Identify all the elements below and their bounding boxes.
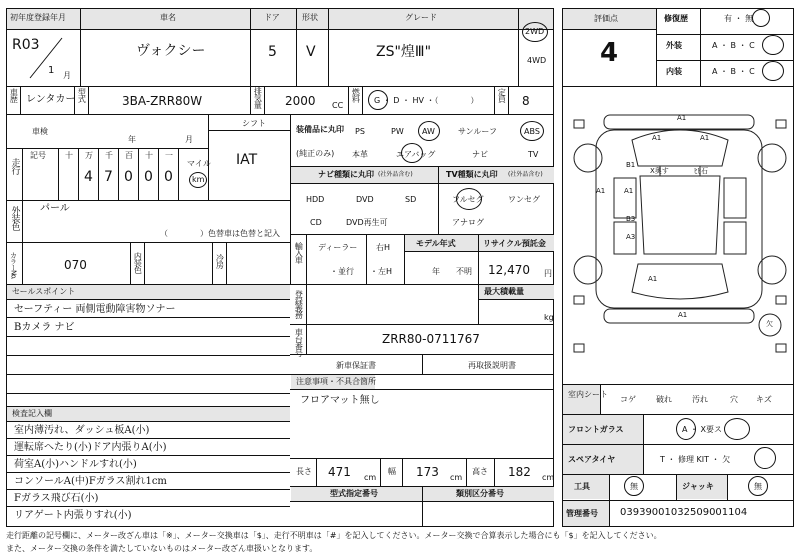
check-line-3: 荷室A(小)ハンドルすれ(小) — [14, 459, 137, 470]
km-label: km — [192, 175, 205, 184]
model-year-unit: 年 — [432, 267, 440, 276]
model-year-label: モデル年式 — [416, 239, 456, 248]
tools-label: 工具 — [574, 482, 590, 491]
footer-line-1: 走行距離の記号欄に、メーター改ざん車は「※」、メーター交換車は「$」、走行不明車は「#」を記入してください。メーター交換で合算表示した場合にも「$」を記入してください。 — [6, 531, 662, 540]
colorno-label: カラーNo. — [9, 252, 18, 279]
capacity-label: 定員 — [497, 88, 507, 102]
displacement-label: 排気量 — [253, 87, 263, 108]
unit-ichi: 一 — [165, 151, 173, 160]
equipment-sub: (純正のみ) — [296, 149, 335, 158]
check-line-4: コンソールA(中)Fガラス割れ1cm — [14, 476, 167, 487]
seat-dirt: 汚れ — [692, 395, 708, 404]
tv-title: TV種類に丸印 — [446, 170, 498, 179]
tv-fullseg: フルセグ — [452, 195, 484, 204]
door-label: ドア — [264, 13, 280, 22]
kg-unit: kg — [544, 313, 554, 322]
check-line-1: 室内薄汚れ、ダッシュ板A(小) — [14, 425, 150, 436]
warranty-label: 新車保証書 — [336, 361, 376, 370]
length-label: 長さ — [296, 467, 312, 476]
mark-6: A1 — [596, 187, 606, 195]
digit-4: 0 — [124, 169, 133, 185]
unit-10man: 十 — [65, 151, 73, 160]
color-note: （ ）色替車は色替と記入 — [160, 229, 280, 238]
length-value: 471 — [328, 465, 351, 479]
jack-label: ジャッキ — [682, 482, 714, 491]
mark-11: A1 — [648, 275, 658, 283]
import-label: 輸入車 — [294, 242, 304, 263]
month-value: 1 — [48, 65, 55, 76]
height-label: 高さ — [472, 467, 488, 476]
ac-label: 冷房 — [215, 254, 225, 268]
model-year-unknown: 不明 — [456, 267, 472, 276]
usage-value: レンタカー — [26, 94, 76, 105]
color-value: パール — [40, 203, 70, 214]
year-label: 初年度登録年月 — [10, 13, 66, 22]
unit-juu: 十 — [145, 151, 153, 160]
navi-sub: (社外品含む) — [378, 171, 413, 178]
check-line-2: 運転席へたり(小)ドア内張りA(小) — [14, 442, 167, 453]
shift-label: シフト — [242, 119, 266, 128]
usage-label: 車歴 — [9, 88, 19, 102]
color-label: 外装色 — [9, 206, 20, 230]
width-label: 幅 — [388, 467, 396, 476]
equip-airbag: エアバッグ — [396, 150, 436, 159]
yen-unit: 円 — [544, 269, 552, 278]
registration-label: 登録義務 — [294, 290, 304, 318]
spare-label: スペアタイヤ — [568, 455, 616, 464]
notes-value: フロアマット無し — [300, 395, 380, 406]
door-count: 5 — [268, 44, 277, 60]
body-shape: V — [306, 44, 316, 60]
score-label: 評価点 — [594, 14, 618, 23]
repair-label: 修復歴 — [664, 14, 688, 23]
tools-value: 無 — [630, 482, 638, 491]
navi-title: ナビ種類に丸印 — [318, 170, 374, 179]
mgmt-label: 管理番号 — [566, 509, 598, 518]
navi-cd: CD — [310, 218, 322, 227]
drive-2wd: 2WD — [525, 27, 545, 36]
recycle-label: リサイクル預託金 — [483, 239, 546, 248]
mgmt-value: 03939001032509001104 — [620, 507, 748, 518]
equip-sunroof: サンルーフ — [458, 127, 497, 136]
import-parallel: ・並行 — [330, 267, 354, 276]
seat-burn: コゲ — [620, 395, 636, 404]
grade-value: ZS"煌Ⅲ" — [376, 44, 432, 60]
import-dot: ・ — [370, 267, 378, 276]
height-value: 182 — [508, 465, 531, 479]
seat-scratch: キズ — [756, 395, 772, 404]
cc-unit: CC — [332, 101, 344, 110]
mark-2: A1 — [652, 134, 662, 142]
year-unit: 年 — [128, 135, 136, 144]
designation-label: 型式指定番号 — [330, 489, 378, 498]
equip-aw: AW — [422, 127, 435, 136]
jack-value: 無 — [754, 482, 762, 491]
era-year: R03 — [12, 37, 40, 53]
equip-pw: PW — [391, 127, 404, 136]
digit-2: 4 — [84, 169, 93, 185]
mark-9: B3 — [626, 215, 636, 223]
load-label: 最大積載量 — [484, 287, 524, 296]
capacity-value: 8 — [522, 94, 530, 108]
shift-value: IAT — [236, 152, 258, 168]
mark-5: A1 — [624, 187, 634, 195]
import-left: 左H — [378, 267, 393, 276]
drive-4wd: 4WD — [527, 56, 547, 65]
check-label: 検査記入欄 — [12, 409, 52, 418]
classification-label: 類別区分番号 — [456, 489, 504, 498]
tv-oneseg: ワンセグ — [508, 195, 540, 204]
colorno-value: 070 — [64, 258, 87, 272]
tv-analog: アナログ — [452, 218, 484, 227]
manual-label: 再取扱説明書 — [468, 361, 516, 370]
notes-label: 注意事項・不具合箇所 — [296, 377, 376, 386]
fuel-label: 燃料 — [351, 88, 361, 102]
navi-dvd: DVD — [356, 195, 374, 204]
digit-6: 0 — [164, 169, 173, 185]
windshield-x-circle — [724, 418, 750, 440]
digit-3: 7 — [104, 169, 113, 185]
month-unit: 月 — [63, 71, 71, 80]
shape-label: 形状 — [302, 13, 318, 22]
sales-line-1: セーフティー 両側電動障害物ソナー — [14, 304, 176, 315]
score-value: 4 — [599, 38, 619, 68]
repair-options: 有 ・ 無 — [724, 14, 754, 23]
footer-line-2: また、メーター交換の条件を満たしていないものはメーター改ざん車扱いとなります。 — [6, 544, 318, 553]
digit-5: 0 — [144, 169, 153, 185]
exterior-options: A ・ B ・ C — [712, 41, 755, 50]
seat-tear: 破れ — [656, 395, 672, 404]
equip-leather: 本革 — [352, 150, 368, 159]
tv-sub: (社外品含む) — [508, 171, 543, 178]
mark-8: ﾋﾋ石 — [694, 167, 708, 175]
import-dealer: ディーラー — [318, 243, 358, 252]
name-label: 車名 — [160, 13, 176, 22]
mark-3: A1 — [700, 134, 710, 142]
interior-options: A ・ B ・ C — [712, 67, 755, 76]
odometer-label: 走行 — [9, 158, 20, 174]
recycle-value: 12,470 — [488, 263, 530, 277]
check-line-6: リアゲート内張りすれ(小) — [14, 510, 132, 521]
seat-hole: 穴 — [730, 395, 738, 404]
navi-hdd: HDD — [306, 195, 325, 204]
navi-dvdplay: DVD再生可 — [346, 218, 388, 227]
mark-7: X奥す — [650, 167, 669, 175]
mark-1: A1 — [677, 114, 687, 122]
equip-tv: TV — [528, 150, 539, 159]
fuel-options: G ・ D ・ HV ・（ ） — [374, 96, 479, 105]
spare-circle — [754, 447, 776, 469]
mark-12: A1 — [678, 311, 688, 319]
mark-label: 記号 — [30, 151, 46, 160]
width-unit: cm — [450, 473, 463, 482]
windshield-options: A ・ X要ス — [682, 425, 723, 434]
equip-navi: ナビ — [472, 150, 488, 159]
import-right: 右H — [376, 243, 391, 252]
model-label: 型式 — [77, 88, 87, 102]
displacement-value: 2000 — [285, 94, 316, 108]
mark-13: 欠 — [766, 320, 773, 328]
navi-sd: SD — [405, 195, 417, 204]
chassis-value: ZRR80-0711767 — [382, 332, 480, 346]
chassis-label: 車台番号 — [294, 328, 304, 356]
length-unit: cm — [364, 473, 377, 482]
unit-sen: 千 — [105, 151, 113, 160]
unit-man: 万 — [85, 151, 93, 160]
sales-label: セールスポイント — [12, 287, 76, 296]
width-value: 173 — [416, 465, 439, 479]
inspection-label: 車検 — [32, 127, 48, 136]
interior-label: 内装 — [666, 67, 682, 76]
car-name: ヴォクシー — [136, 43, 206, 59]
mile-label: マイル — [187, 159, 211, 168]
mark-10: A3 — [626, 233, 636, 241]
check-line-5: Fガラス飛び石(小) — [14, 493, 99, 504]
grade-label: グレード — [405, 13, 437, 22]
equip-abs: ABS — [524, 127, 540, 136]
equipment-title: 装備品に丸印 — [296, 125, 344, 134]
exterior-label: 外装 — [666, 41, 682, 50]
mark-4: B1 — [626, 161, 636, 169]
equip-ps: PS — [355, 127, 365, 136]
model-value: 3BA-ZRR80W — [122, 94, 203, 108]
spare-options: T ・ 修理 KIT ・ 欠 — [660, 455, 731, 464]
sales-line-2: Bカメラ ナビ — [14, 322, 75, 333]
windshield-label: フロントガラス — [568, 425, 624, 434]
month-unit-2: 月 — [185, 135, 193, 144]
seat-label: 室内シート — [568, 390, 608, 399]
unit-hyaku: 百 — [125, 151, 133, 160]
height-unit: cm — [542, 473, 555, 482]
interior-color-label: 内装色 — [133, 252, 143, 273]
